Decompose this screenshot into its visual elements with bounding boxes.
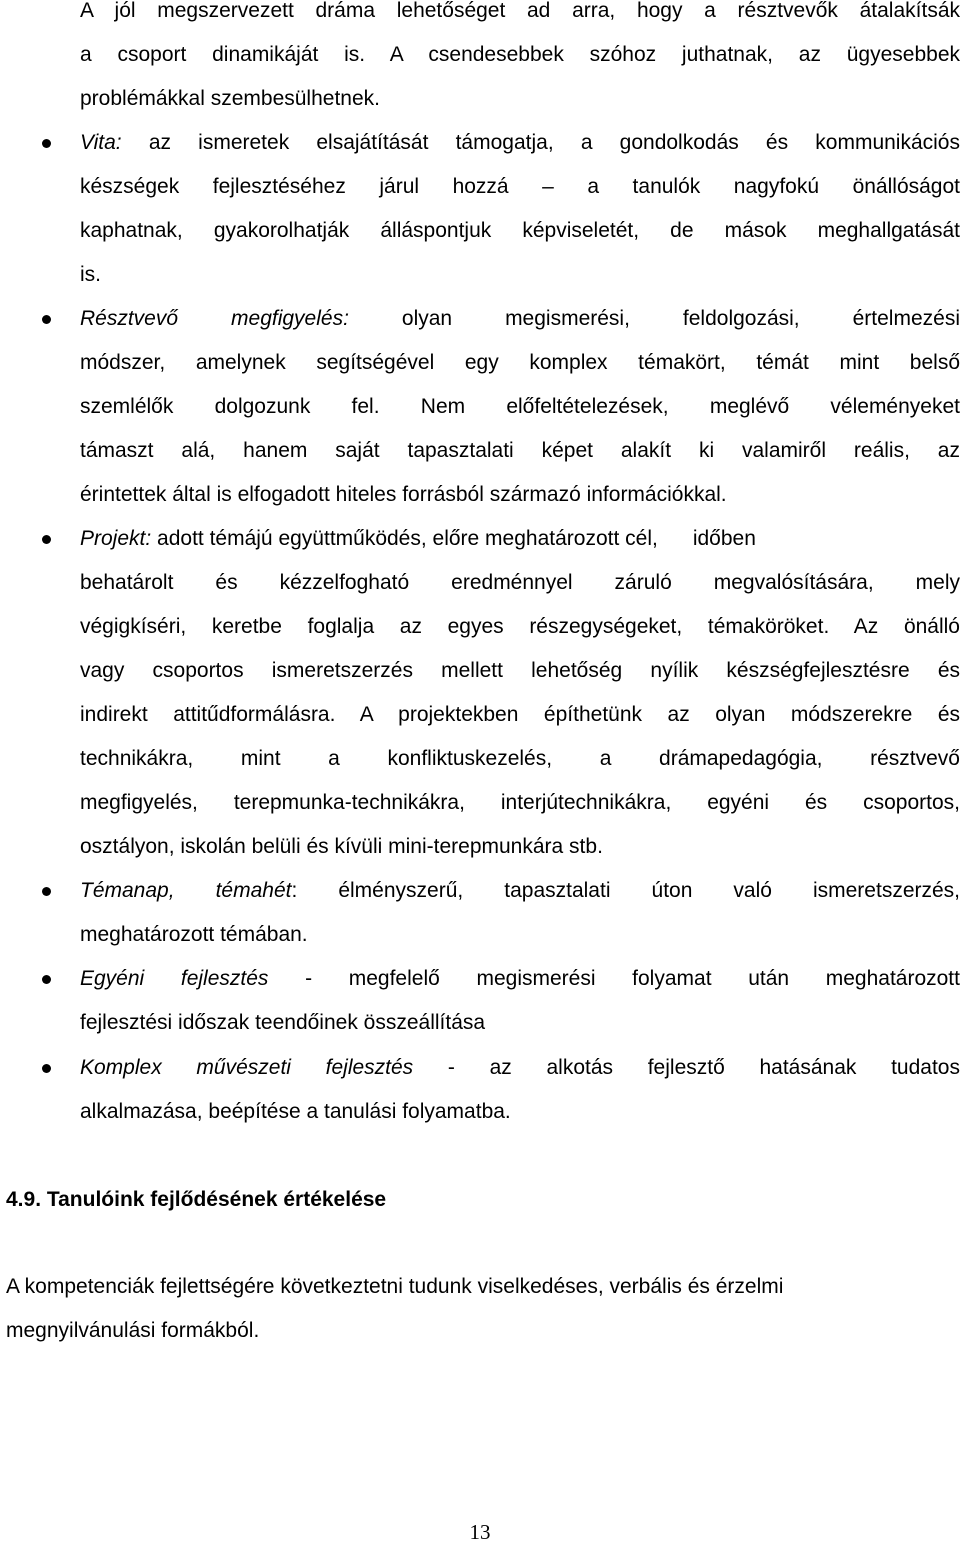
text-span: : élményszerű, tapasztalati úton való ismeretszerzés,: [291, 879, 960, 902]
text-span: - megfelelő megismerési folyamat után meghatározott: [268, 967, 960, 990]
text-line: technikákra, mint a konfliktuskezelés, a drámapedagógia, résztvevő: [80, 747, 960, 770]
bullet-icon: [42, 975, 51, 984]
term-label: Résztvevő megfigyelés:: [80, 307, 349, 330]
text-line: alkalmazása, beépítése a tanulási folyamatba.: [80, 1100, 511, 1123]
text-line: is.: [80, 263, 101, 286]
text-line: meghatározott témában.: [80, 923, 308, 946]
bullet-icon: [42, 535, 51, 544]
text-line: vagy csoportos ismeretszerzés mellett lehetőség nyílik készségfejlesztésre és: [80, 659, 960, 682]
term-label: Vita:: [80, 131, 122, 154]
text-line: [80, 964, 960, 994]
text-line: [80, 524, 960, 554]
text-line: megfigyelés, terepmunka-technikákra, interjútechnikákra, egyéni és csoportos,: [80, 791, 960, 814]
text-line: [80, 1053, 960, 1083]
term-label: Egyéni fejlesztés: [80, 967, 269, 990]
text-line: problémákkal szembesülhetnek.: [80, 87, 380, 110]
text-span: az ismeretek elsajátítását támogatja, a gondolkodás és kommunikációs: [121, 131, 960, 154]
text-span: olyan megismerési, feldolgozási, értelmezési: [348, 307, 960, 330]
text-line: [80, 128, 960, 158]
bullet-icon: [42, 1064, 51, 1073]
text-line: behatárolt és kézzelfogható eredménnyel záruló megvalósítására, mely: [80, 571, 960, 594]
text-line: módszer, amelynek segítségével egy komplex témakört, témát mint belső: [80, 351, 960, 374]
text-line: végigkíséri, keretbe foglalja az egyes részegységeket, témaköröket. Az önálló: [80, 615, 960, 638]
text-line: érintettek által is elfogadott hiteles forrásból származó információkkal.: [80, 483, 727, 506]
text-line: kaphatnak, gyakorolhatják álláspontjuk képviseletét, de mások meghallgatását: [80, 219, 960, 242]
bullet-icon: [42, 315, 51, 324]
term-label: Témanap, témahét: [80, 879, 292, 902]
text-line: A jól megszervezett dráma lehetőséget ad arra, hogy a résztvevők átalakítsák: [80, 0, 960, 22]
term-label: Projekt:: [80, 527, 152, 550]
text-line: szemlélők dolgozunk fel. Nem előfeltételezések, meglévő véleményeket: [80, 395, 960, 418]
section-paragraph-line: megnyilvánulási formákból.: [6, 1319, 260, 1342]
text-line: a csoport dinamikáját is. A csendesebbek szóhoz juthatnak, az ügyesebbek: [80, 43, 960, 66]
section-paragraph-line: A kompetenciák fejlettségére következtetni tudunk viselkedéses, verbális és érzelmi: [6, 1275, 784, 1298]
bullet-icon: [42, 887, 51, 896]
page-number: 13: [469, 1520, 491, 1544]
text-line: [80, 876, 960, 906]
bullet-icon: [42, 139, 51, 148]
text-span: - az alkotás fejlesztő hatásának tudatos: [413, 1056, 960, 1079]
text-line: készségek fejlesztéséhez járul hozzá – a tanulók nagyfokú önállóságot: [80, 175, 960, 198]
text-line: támaszt alá, hanem saját tapasztalati képet alakít ki valamiről reális, az: [80, 439, 960, 462]
text-line: fejlesztési időszak teendőinek összeállítása: [80, 1011, 486, 1034]
text-span: adott témájú együttműködés, előre meghatározott cél, időben: [151, 527, 756, 550]
term-label: Komplex művészeti fejlesztés: [80, 1056, 414, 1079]
text-line: indirekt attitűdformálásra. A projektekben építhetünk az olyan módszerekre és: [80, 703, 960, 726]
text-line: [80, 304, 960, 334]
text-line: osztályon, iskolán belüli és kívüli mini-terepmunkára stb.: [80, 835, 603, 858]
section-heading: 4.9. Tanulóink fejlődésének értékelése: [6, 1188, 387, 1211]
